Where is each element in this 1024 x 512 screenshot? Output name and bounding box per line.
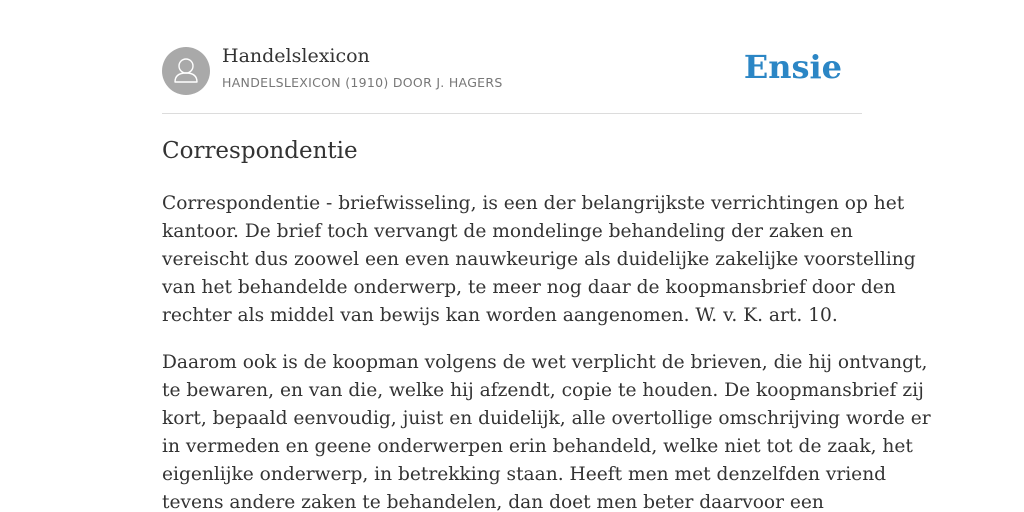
text-line: Correspondentie - briefwisseling, is een der belangrijkste verrichtingen op het bbox=[162, 193, 905, 214]
text-line: in vermeden en geene onderwerpen erin behandeld, welke niet tot de zaak, het bbox=[162, 436, 913, 457]
text-line: vereischt dus zoowel een even nauwkeurige als duidelijke zakelijke voorstelling bbox=[162, 249, 916, 270]
text-line: van het behandelde onderwerp, te meer nog daar de koopmansbrief door den bbox=[162, 277, 896, 298]
text-line: Daarom ook is de koopman volgens de wet verplicht de brieven, die hij ontvangt, bbox=[162, 352, 928, 373]
user-icon bbox=[162, 47, 210, 95]
text-line: kantoor. De brief toch vervangt de mondelinge behandeling der zaken en bbox=[162, 221, 853, 242]
source-avatar[interactable] bbox=[162, 47, 210, 95]
source-subtitle[interactable]: HANDELSLEXICON (1910) DOOR J. HAGERS bbox=[222, 75, 503, 90]
text-line: eigenlijke onderwerp, in betrekking staan. Heeft men met denzelfden vriend bbox=[162, 464, 887, 485]
text-line: kort, bepaald eenvoudig, juist en duidelijk, alle overtollige omschrijving worde er bbox=[162, 408, 931, 429]
paragraph bbox=[162, 190, 916, 330]
entry-title: Correspondentie bbox=[162, 138, 358, 164]
entry-content bbox=[162, 190, 931, 512]
ensie-logo[interactable]: Ensie bbox=[743, 48, 842, 86]
text-line: te bewaren, en van die, welke hij afzendt, copie te houden. De koopmansbrief zij bbox=[162, 380, 924, 401]
text-line: rechter als middel van bewijs kan worden aangenomen. W. v. K. art. 10. bbox=[162, 305, 838, 326]
page-container bbox=[162, 0, 931, 512]
entry-header bbox=[162, 0, 862, 114]
source-title[interactable]: Handelslexicon bbox=[222, 45, 370, 67]
text-line: tevens andere zaken te behandelen, dan doet men beter daarvoor een bbox=[162, 492, 824, 512]
paragraph bbox=[162, 349, 931, 512]
